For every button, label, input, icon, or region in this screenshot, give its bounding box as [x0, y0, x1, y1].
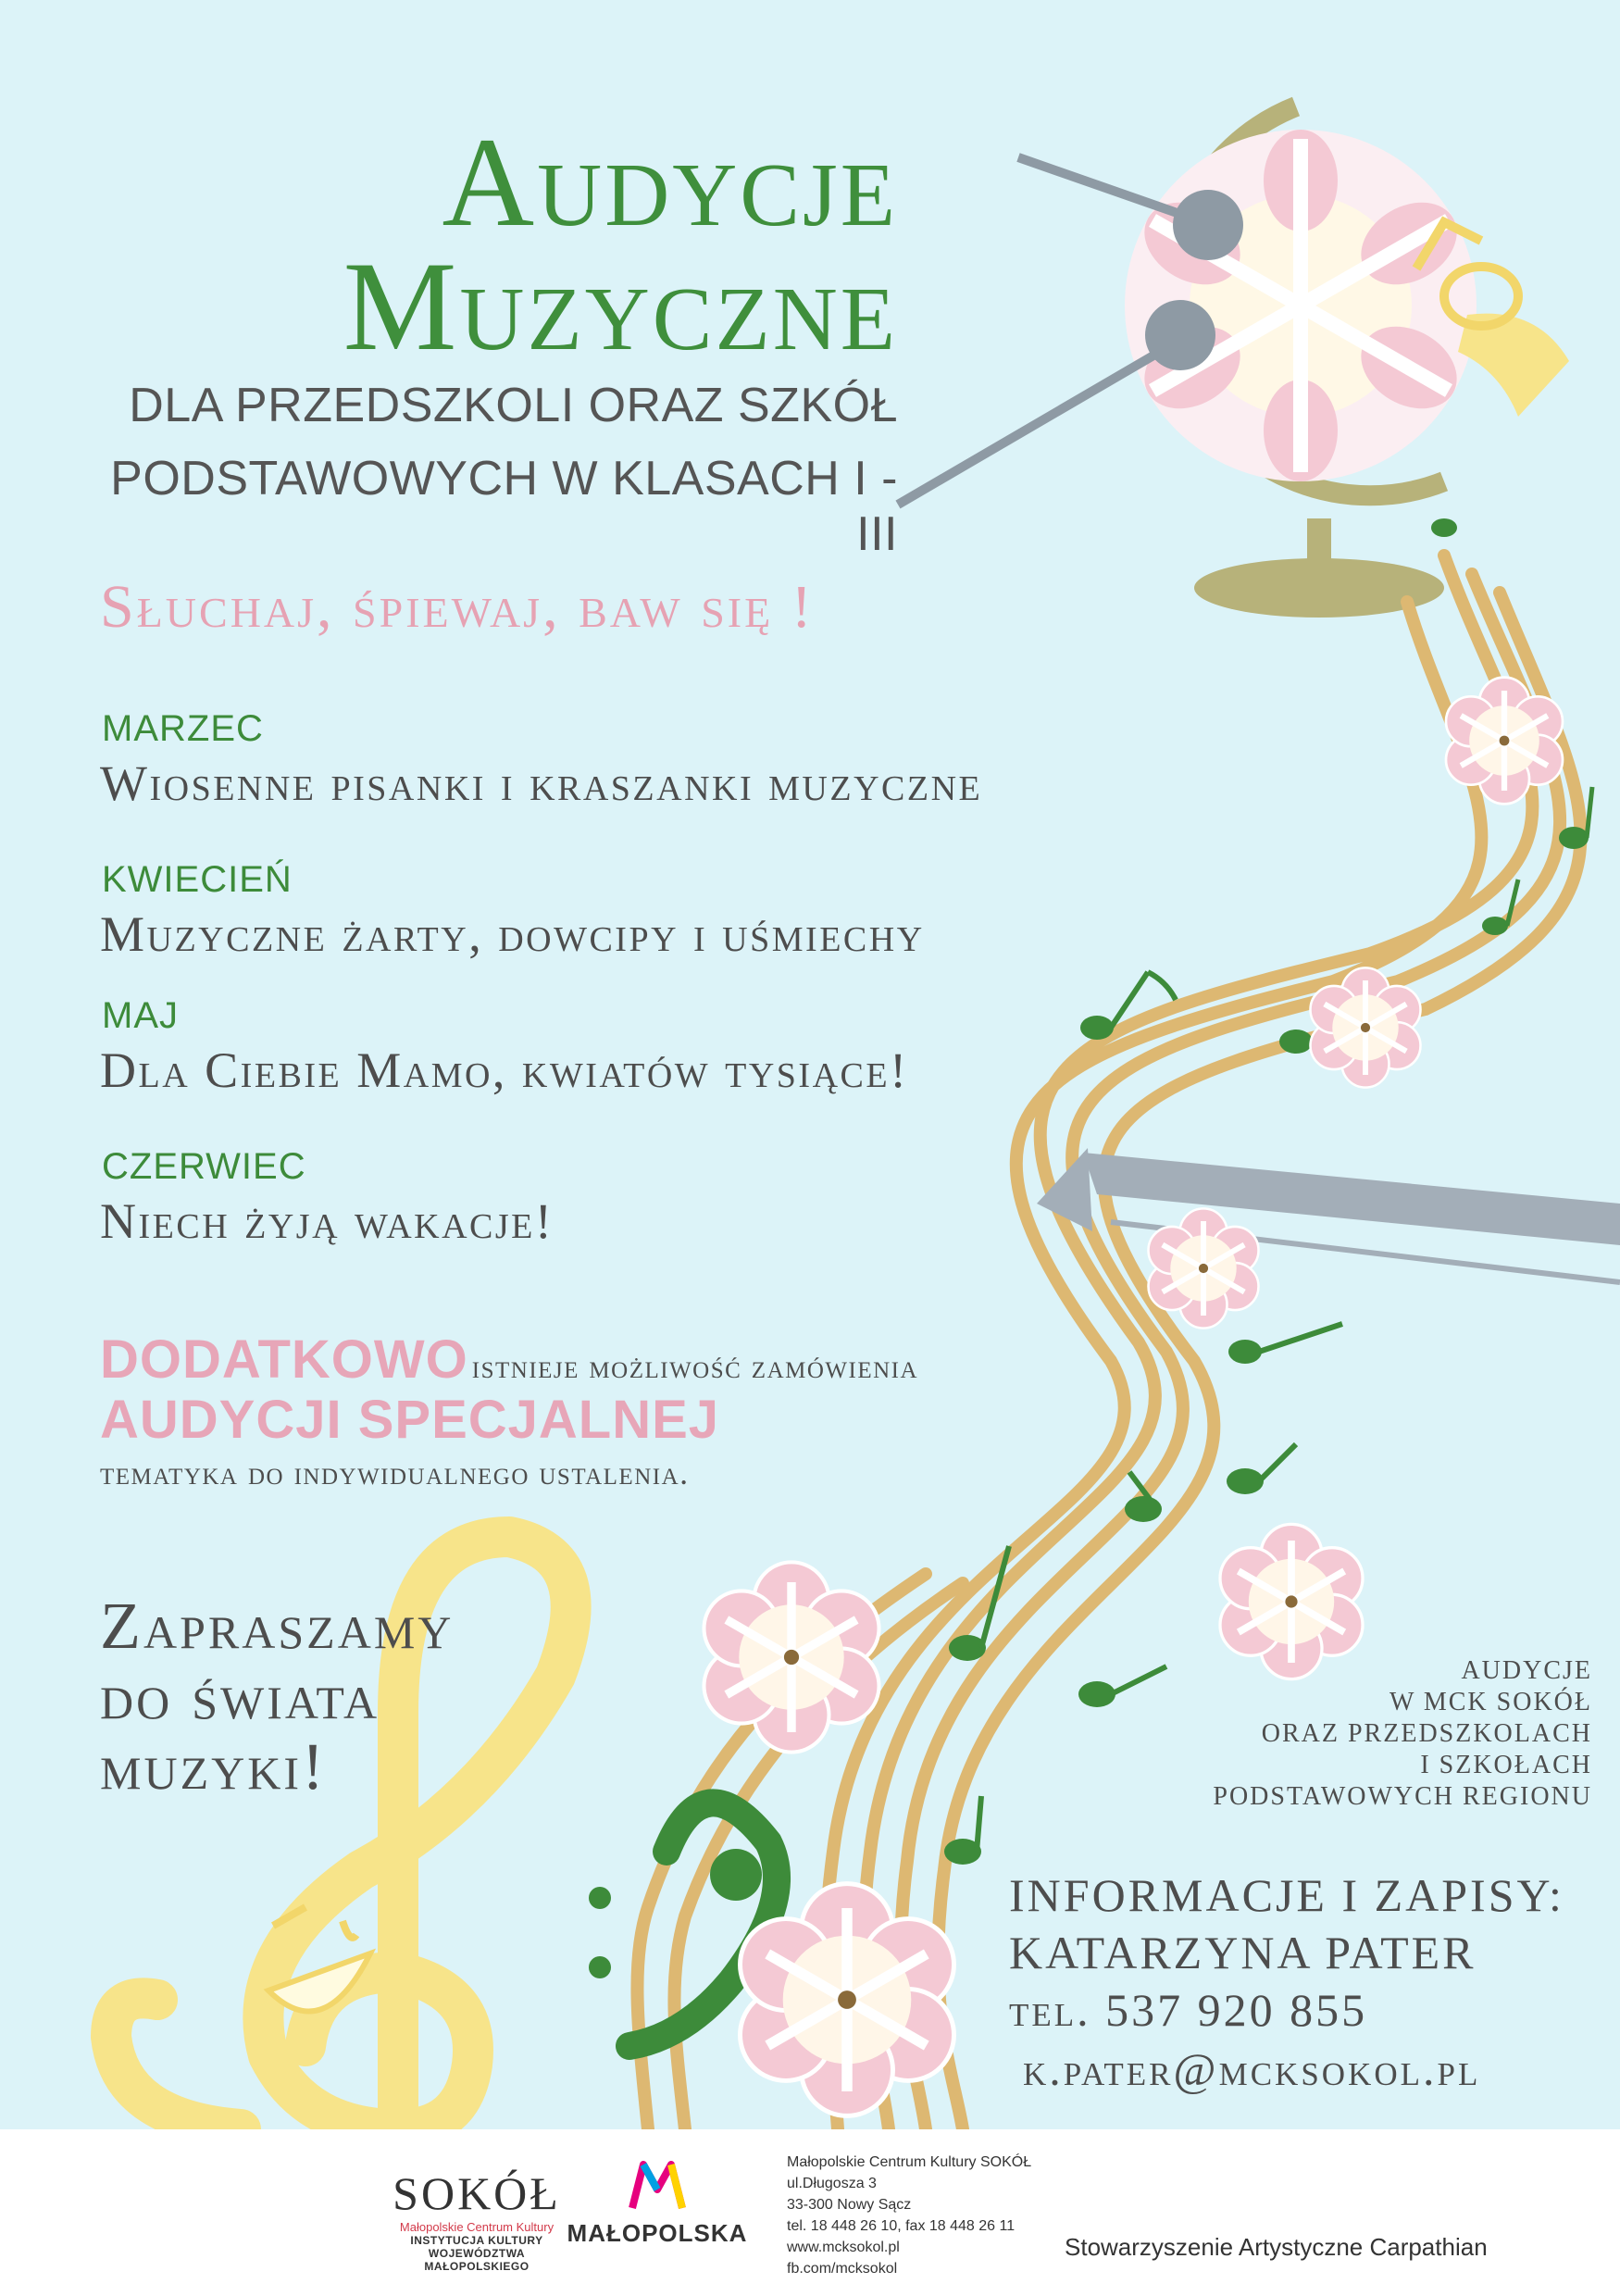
event-april: Muzyczne żarty, dowcipy i uśmiechy — [100, 906, 925, 962]
invitation-line-1: Zapraszamy — [100, 1589, 455, 1663]
contact-heading: INFORMACJE I ZAPISY: — [1009, 1869, 1564, 1921]
address-line-1: Małopolskie Centrum Kultury SOKÓŁ — [787, 2154, 1032, 2170]
title-line-1: Audycje — [442, 111, 898, 253]
malopolska-logo — [565, 2157, 750, 2248]
address-line-3: 33-300 Nowy Sącz — [787, 2197, 912, 2213]
sokol-logo-line-3: WOJEWÓDZTWA MAŁOPOLSKIEGO — [424, 2247, 530, 2273]
address-block — [787, 2152, 1031, 2279]
extra-text-1: istnieje możliwość zamówienia — [471, 1348, 919, 1385]
malopolska-logo-name: MAŁOPOLSKA — [567, 2219, 748, 2247]
invitation-line-3: muzyki! — [100, 1729, 327, 1803]
association-name: Stowarzyszenie Artystyczne Carpathian — [1065, 2233, 1488, 2261]
venues-line-1: AUDYCJE — [1461, 1656, 1592, 1685]
sokol-logo-line-1: Małopolskie Centrum Kultury — [399, 2220, 555, 2234]
month-june: CZERWIEC — [102, 1146, 306, 1187]
venues-line-2: W MCK SOKÓŁ — [1389, 1688, 1592, 1716]
event-june: Niech żyją wakacje! — [100, 1193, 555, 1249]
contact-phone: tel. 537 920 855 — [1009, 1984, 1368, 2036]
event-may: Dla Ciebie Mamo, kwiatów tysiące! — [100, 1042, 909, 1098]
venues-info — [1111, 1655, 1592, 1813]
month-may: MAJ — [102, 995, 179, 1036]
address-line-4: tel. 18 448 26 10, fax 18 448 26 11 — [787, 2218, 1016, 2234]
sokol-logo — [380, 2166, 574, 2273]
address-line-6[interactable]: fb.com/mcksokol — [787, 2261, 898, 2277]
event-march: Wiosenne pisanki i kraszanki muzyczne — [100, 755, 983, 811]
malopolska-mark-icon — [625, 2157, 690, 2213]
extra-line-2 — [100, 1389, 719, 1451]
extra-highlight-2: AUDYCJI SPECJALNEJ — [100, 1390, 720, 1450]
subtitle-line-1: DLA PRZEDSZKOLI ORAZ SZKÓŁ — [129, 379, 898, 432]
invitation-line-2: do świata — [100, 1659, 380, 1733]
sokol-logo-line-2: INSTYTUCJA KULTURY — [410, 2234, 543, 2247]
extra-line-1 — [100, 1329, 918, 1391]
address-line-5[interactable]: www.mcksokol.pl — [787, 2240, 900, 2255]
venues-line-5: PODSTAWOWYCH REGIONU — [1213, 1782, 1592, 1811]
extra-highlight-1: DODATKOWO — [100, 1329, 468, 1390]
venues-line-4: I SZKOŁACH — [1420, 1751, 1592, 1779]
contact-name: KATARZYNA PATER — [1009, 1927, 1477, 1978]
subtitle-line-2: PODSTAWOWYCH W KLASACH I - III — [110, 452, 898, 561]
contact-email[interactable]: k.pater@mcksokol.pl — [1023, 2043, 1481, 2095]
drumstick-icon — [898, 157, 1243, 505]
slogan: Słuchaj, śpiewaj, baw się ! — [100, 573, 815, 641]
venues-line-3: ORAZ PRZEDSZKOLACH — [1261, 1719, 1592, 1748]
extra-text-2: tematyka do indywidualnego ustalenia. — [100, 1454, 690, 1491]
month-march: MARZEC — [102, 708, 264, 749]
title-line-2: Muzyczne — [343, 235, 898, 377]
address-line-2: ul.Długosza 3 — [787, 2176, 877, 2191]
sokol-logo-name: SOKÓŁ — [393, 2167, 561, 2219]
invitation — [100, 1591, 581, 1802]
month-april: KWIECIEŃ — [102, 859, 293, 900]
